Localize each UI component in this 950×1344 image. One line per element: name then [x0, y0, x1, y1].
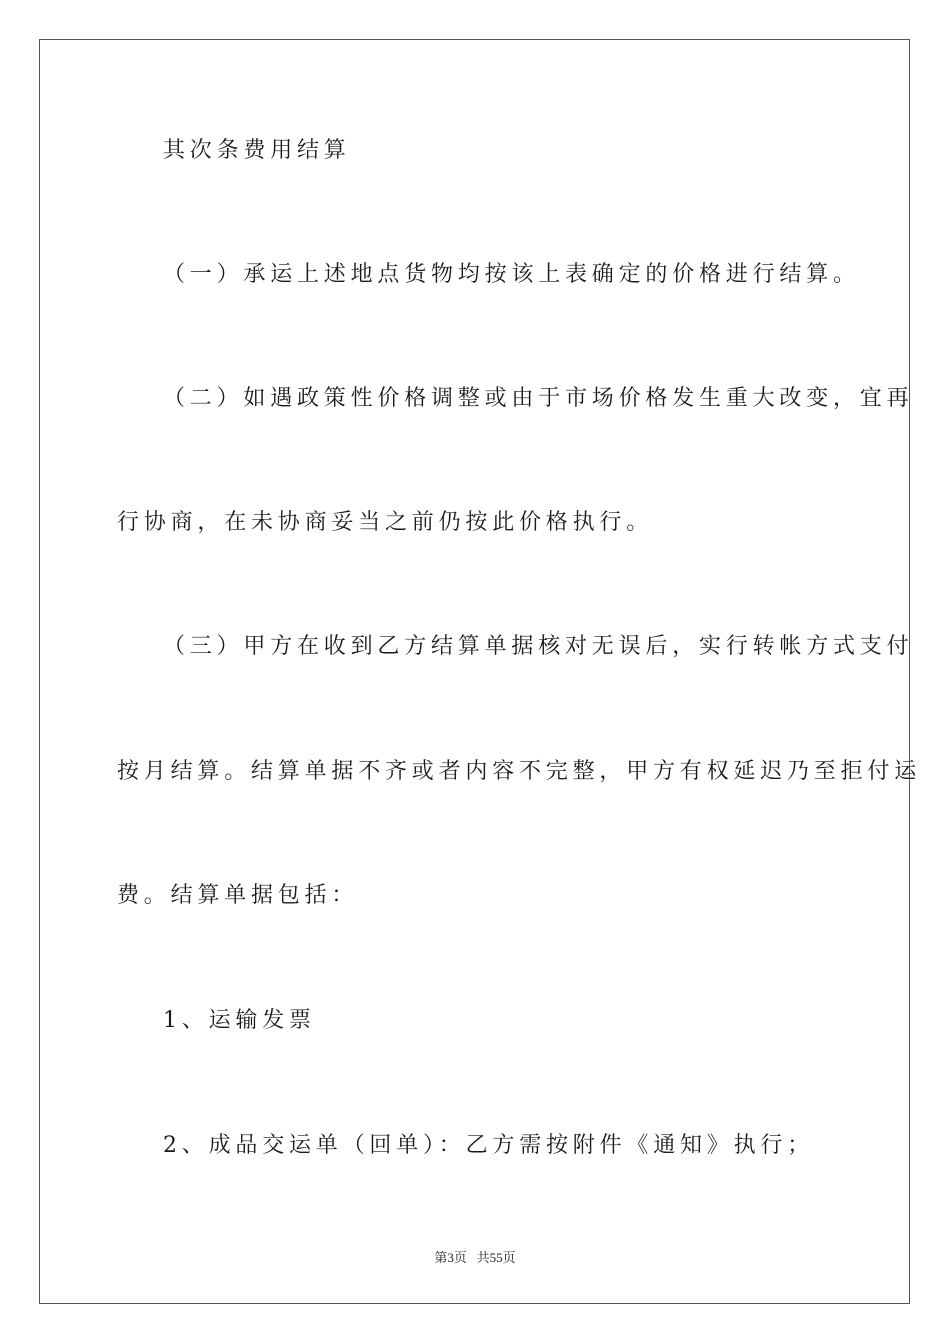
list-item: 2、成品交运单（回单）：乙方需按附件《通知》执行；: [163, 1133, 814, 1158]
paragraph-line: （一）承运上述地点货物均按该上表确定的价格进行结算。: [163, 262, 860, 287]
paragraph-line: 按月结算。结算单据不齐或者内容不完整，甲方有权延迟乃至拒付运: [117, 759, 922, 784]
section-heading: 其次条费用结算: [163, 138, 351, 163]
paragraph-line: 行协商，在未协商妥当之前仍按此价格执行。: [117, 510, 654, 535]
list-item: 1、运输发票: [163, 1008, 316, 1033]
page-border: [39, 39, 910, 1304]
paragraph-line: （二）如遇政策性价格调整或由于市场价格发生重大改变，宜再: [163, 386, 914, 411]
page-number: 第3页: [434, 1250, 467, 1265]
page-total: 共55页: [476, 1250, 516, 1265]
paragraph-line: 费。结算单据包括：: [117, 883, 359, 908]
paragraph-line: （三）甲方在收到乙方结算单据核对无误后，实行转帐方式支付: [163, 634, 914, 659]
page-footer: [0, 1247, 950, 1266]
